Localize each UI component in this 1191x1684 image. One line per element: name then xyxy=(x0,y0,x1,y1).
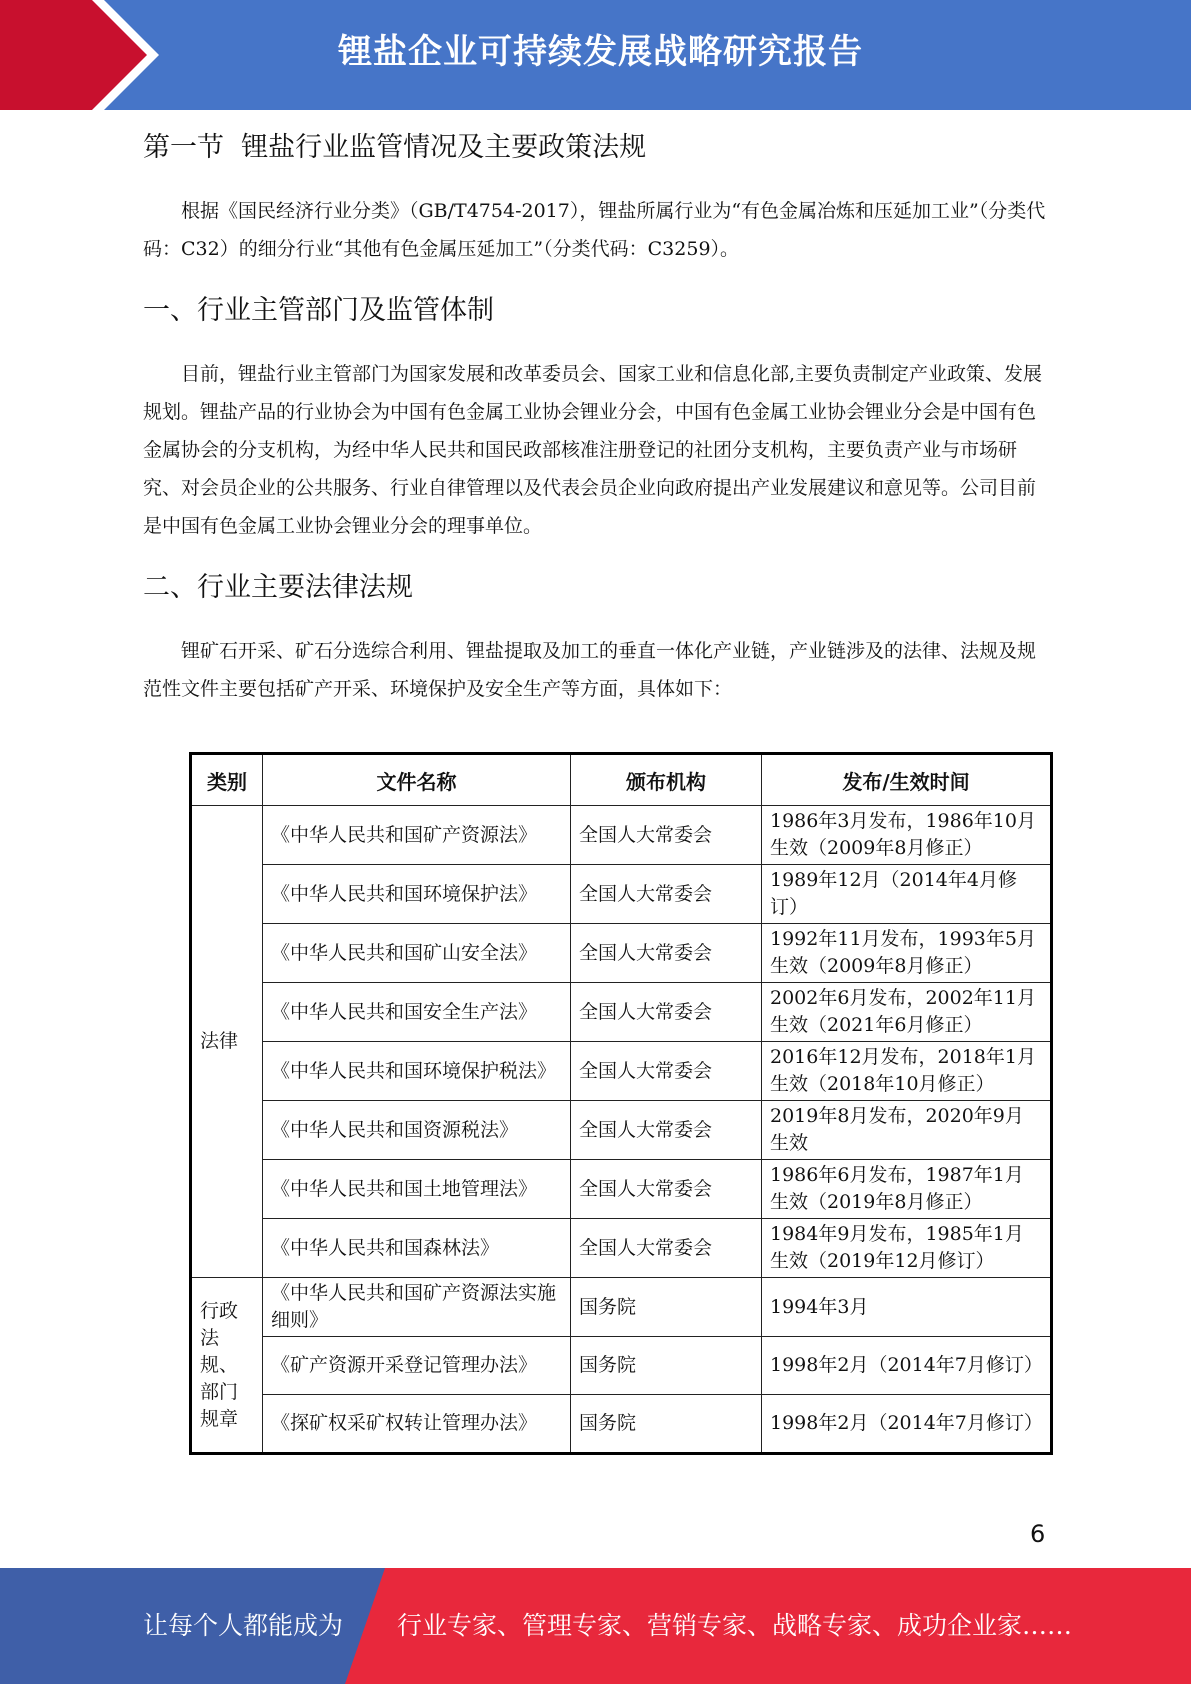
date-cell: 1998年2月（2014年7月修订） xyxy=(762,1395,1052,1454)
table-row xyxy=(191,1101,1052,1160)
header-document-name: 文件名称 xyxy=(263,754,571,806)
document-name-cell: 《中华人民共和国环境保护税法》 xyxy=(263,1042,571,1101)
document-name-cell: 《中华人民共和国矿产资源法实施细则》 xyxy=(263,1278,571,1337)
regulations-table-wrapper xyxy=(189,752,1050,1455)
subsection-title-1: 一、行业主管部门及监管体制 xyxy=(143,295,494,326)
table-row xyxy=(191,1278,1052,1337)
document-name-cell: 《中华人民共和国安全生产法》 xyxy=(263,983,571,1042)
date-cell: 2019年8月发布，2020年9月生效 xyxy=(762,1101,1052,1160)
date-cell: 1998年2月（2014年7月修订） xyxy=(762,1337,1052,1395)
table-row xyxy=(191,924,1052,983)
issuing-body-cell: 国务院 xyxy=(571,1278,762,1337)
issuing-body-cell: 国务院 xyxy=(571,1395,762,1454)
table-row xyxy=(191,1042,1052,1101)
issuing-body-cell: 全国人大常委会 xyxy=(571,983,762,1042)
table-row xyxy=(191,1395,1052,1454)
date-cell: 1992年11月发布，1993年5月生效（2009年8月修正） xyxy=(762,924,1052,983)
regulations-table xyxy=(189,752,1053,1455)
issuing-body-cell: 全国人大常委会 xyxy=(571,924,762,983)
date-cell: 2002年6月发布，2002年11月生效（2021年6月修正） xyxy=(762,983,1052,1042)
table-row xyxy=(191,806,1052,865)
report-title: 锂盐企业可持续发展战略研究报告 xyxy=(338,32,863,72)
table-row xyxy=(191,865,1052,924)
footer-slogan-right: 行业专家、管理专家、营销专家、战略专家、成功企业家…… xyxy=(397,1611,1073,1640)
header-category: 类别 xyxy=(191,754,263,806)
date-cell: 1994年3月 xyxy=(762,1278,1052,1337)
date-cell: 1989年12月（2014年4月修订） xyxy=(762,865,1052,924)
category-cell: 法律 xyxy=(191,806,263,1278)
document-name-cell: 《中华人民共和国矿山安全法》 xyxy=(263,924,571,983)
issuing-body-cell: 全国人大常委会 xyxy=(571,806,762,865)
issuing-body-cell: 全国人大常委会 xyxy=(571,1219,762,1278)
subsection-title-2: 二、行业主要法律法规 xyxy=(143,572,413,603)
category-cell: 行政法规、部门规章 xyxy=(191,1278,263,1454)
section-title: 第一节 锂盐行业监管情况及主要政策法规 xyxy=(143,132,647,163)
laws-paragraph: 锂矿石开采、矿石分选综合利用、锂盐提取及加工的垂直一体化产业链，产业链涉及的法律、法规及规范性文件主要包括矿产开采、环境保护及安全生产等方面，具体如下： xyxy=(143,640,1037,700)
page-footer xyxy=(0,1568,1191,1684)
document-name-cell: 《中华人民共和国矿产资源法》 xyxy=(263,806,571,865)
issuing-body-cell: 全国人大常委会 xyxy=(571,1160,762,1219)
issuing-body-cell: 国务院 xyxy=(571,1337,762,1395)
document-name-cell: 《矿产资源开采登记管理办法》 xyxy=(263,1337,571,1395)
header-issuing-body: 颁布机构 xyxy=(571,754,762,806)
document-name-cell: 《中华人民共和国环境保护法》 xyxy=(263,865,571,924)
document-name-cell: 《中华人民共和国资源税法》 xyxy=(263,1101,571,1160)
date-cell: 1984年9月发布，1985年1月生效（2019年12月修订） xyxy=(762,1219,1052,1278)
date-cell: 1986年6月发布，1987年1月生效（2019年8月修正） xyxy=(762,1160,1052,1219)
document-name-cell: 《中华人民共和国土地管理法》 xyxy=(263,1160,571,1219)
table-row xyxy=(191,983,1052,1042)
date-cell: 1986年3月发布，1986年10月生效（2009年8月修正） xyxy=(762,806,1052,865)
page-header xyxy=(0,0,1191,110)
table-header-row xyxy=(191,754,1052,806)
header-date: 发布/生效时间 xyxy=(762,754,1052,806)
header-arrow-decoration xyxy=(0,0,300,110)
table-row xyxy=(191,1160,1052,1219)
intro-paragraph: 根据《国民经济行业分类》（GB/T4754-2017），锂盐所属行业为“有色金属冶炼和压延加工业”（分类代码：C32）的细分行业“其他有色金属压延加工”（分类代码：C3259）。 xyxy=(143,200,1046,260)
document-name-cell: 《探矿权采矿权转让管理办法》 xyxy=(263,1395,571,1454)
regulatory-paragraph: 目前，锂盐行业主管部门为国家发展和改革委员会、国家工业和信息化部,主要负责制定产业政策、发展规划。锂盐产品的行业协会为中国有色金属工业协会锂业分会，中国有色金属工业协会锂业分会是中国有色金属协会的分支机构，为经中华人民共和国民政部核准注册登记的社团分支机构，主要负责产业与市场研究、对会员企业的公共服务、行业自律管理以及代表会员企业向政府提出产业发展建议和意见等。公司目前是中国有色金属工业协会锂业分会的理事单位。 xyxy=(143,363,1043,537)
footer-slogan-left: 让每个人都能成为 xyxy=(143,1611,344,1640)
issuing-body-cell: 全国人大常委会 xyxy=(571,1101,762,1160)
table-row xyxy=(191,1219,1052,1278)
date-cell: 2016年12月发布，2018年1月生效（2018年10月修正） xyxy=(762,1042,1052,1101)
table-row xyxy=(191,1337,1052,1395)
section-content xyxy=(143,125,1048,708)
document-name-cell: 《中华人民共和国森林法》 xyxy=(263,1219,571,1278)
issuing-body-cell: 全国人大常委会 xyxy=(571,1042,762,1101)
issuing-body-cell: 全国人大常委会 xyxy=(571,865,762,924)
page-number: 6 xyxy=(1030,1520,1046,1548)
